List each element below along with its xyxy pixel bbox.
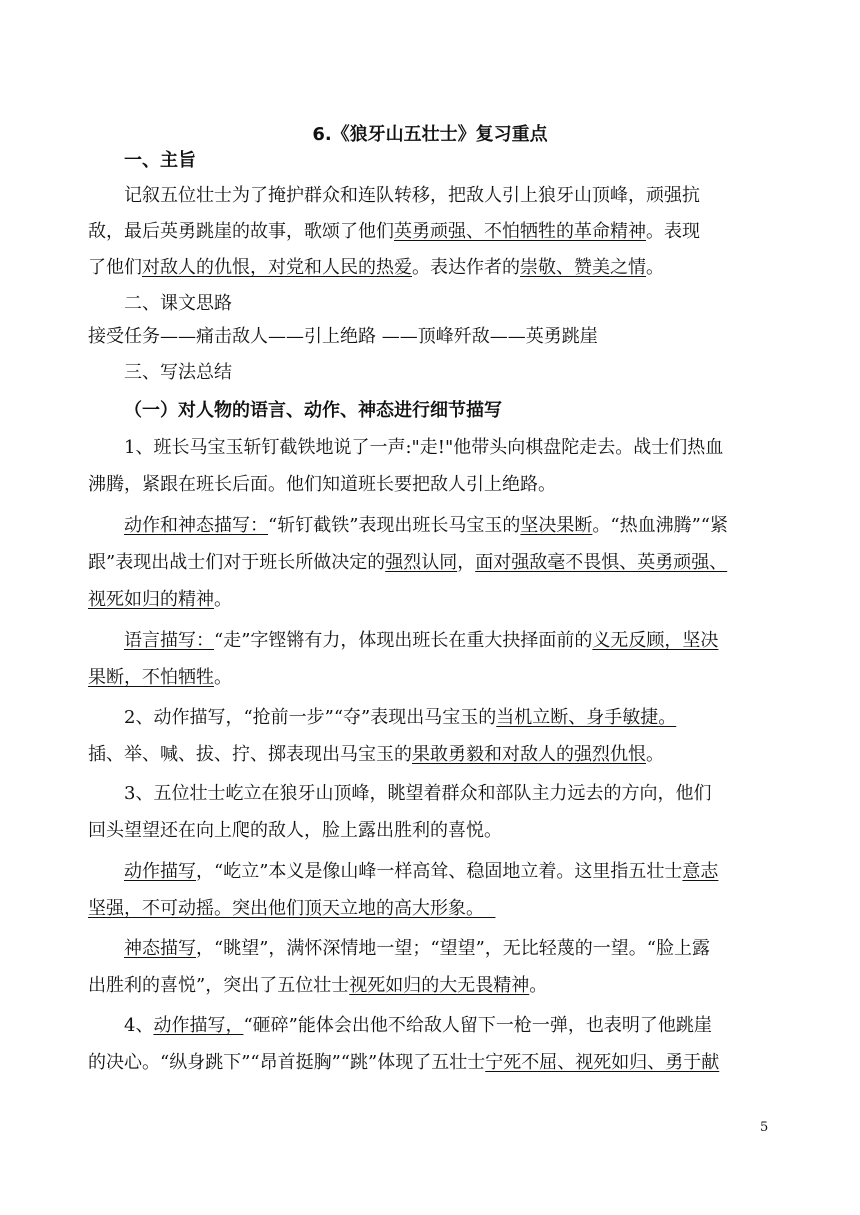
analysis-4-line-1 [124, 936, 778, 962]
text-run: 出胜利的喜悦”，突出了五位壮士 [88, 975, 350, 996]
quote-2-line-1 [124, 705, 778, 731]
subsection-heading-details: （一）对人物的语言、动作、神态进行细节描写 [124, 400, 502, 421]
underlined-text: 动作描写 [124, 861, 196, 882]
text-run: 了他们 [88, 257, 142, 278]
analysis-4-line-2 [88, 973, 778, 999]
page-number: 5 [760, 1120, 769, 1135]
underlined-text: 坚强，不可动摇。突出他们顶天立地的高大形象。 [88, 898, 496, 919]
underlined-text: 英勇顽强、不怕牺牲的革命精神 [394, 221, 646, 242]
section-heading-writing: 三、写法总结 [124, 362, 232, 383]
text-run: 插、举、喊、拔、拧、掷表现出马宝玉的 [88, 744, 412, 765]
underlined-text: 果断，不怕牺牲 [88, 667, 214, 688]
text-run: 4、 [124, 1015, 154, 1036]
text-run: ，“眺望”，满怀深情地一望；“望望”，无比轻蔑的一望。“脸上露 [196, 938, 711, 959]
underlined-text: 坚决果断 [520, 515, 593, 536]
analysis-2-line-1 [124, 628, 778, 654]
underlined-text: 面对强敌毫不畏惧、英勇顽强、 [475, 552, 728, 573]
quote-3-line-2: 回头望望还在向上爬的敌人，脸上露出胜利的喜悦。 [88, 820, 502, 841]
theme-line-1: 记叙五位壮士为了掩护群众和连队转移，把敌人引上狼牙山顶峰，顽强抗 [124, 185, 700, 206]
underlined-text: 意志 [682, 861, 719, 882]
analysis-2-line-2 [88, 665, 778, 691]
underlined-text: 动作描写， [153, 1015, 244, 1036]
underlined-text: 宁死不屈、视死如归、勇于献 [485, 1052, 720, 1073]
analysis-3-line-2 [88, 896, 778, 922]
text-run: “走”字铿锵有力，体现出班长在重大抉择面前的 [214, 630, 593, 651]
quote-1-line-1: 1、班长马宝玉斩钉截铁地说了一声:"走!"他带头向棋盘陀走去。战士们热血 [124, 437, 724, 458]
text-run: 。 [214, 667, 232, 688]
underlined-text: 崇敬、赞美之情 [520, 257, 646, 278]
underlined-text: 对敌人的仇恨，对党和人民的热爱 [142, 257, 412, 278]
text-run: ，“屹立”本义是像山峰一样高耸、稳固地立着。这里指五壮士 [196, 861, 683, 882]
underlined-text: 语言描写： [124, 630, 214, 651]
text-run: 的决心。“纵身跳下”“昂首挺胸”“跳”体现了五壮士 [88, 1052, 486, 1073]
underlined-text: 果敢勇毅和对敌人的强烈仇恨 [412, 744, 646, 765]
underlined-text: 义无反顾，坚决 [592, 630, 719, 651]
text-run: 。表达作者的 [412, 257, 520, 278]
text-run: 跟”表现出战士们对于班长所做决定的 [88, 552, 386, 573]
text-run: “斩钉截铁”表现出班长马宝玉的 [268, 515, 521, 536]
analysis-1-line-1 [124, 513, 778, 539]
quote-1-line-2: 沸腾，紧跟在班长后面。他们知道班长要把敌人引上绝路。 [88, 474, 556, 495]
underlined-text: 动作和神态描写： [124, 515, 268, 536]
section-heading-theme: 一、主旨 [124, 150, 196, 171]
underlined-text: 神态描写 [124, 938, 196, 959]
text-run: “砸碎”能体会出他不给敌人留下一枪一弹，也表明了他跳崖 [243, 1015, 712, 1036]
outline-text: 接受任务——痛击敌人——引上绝路 ——顶峰歼敌——英勇跳崖 [88, 326, 598, 347]
page-title: 6.《狼牙山五壮士》复习重点 [312, 124, 548, 145]
underlined-text: 当机立断、身手敏捷。 [496, 707, 677, 728]
text-run: 敌，最后英勇跳崖的故事，歌颂了他们 [88, 221, 394, 242]
underlined-text: 强烈认同 [385, 552, 458, 573]
text-run: 。 [214, 589, 232, 610]
quote-3-line-1: 3、五位壮士屹立在狼牙山顶峰，眺望着群众和部队主力远去的方向，他们 [124, 783, 712, 804]
text-run: 。 [646, 744, 664, 765]
underlined-text: 视死如归的精神 [88, 589, 214, 610]
theme-line-2 [88, 219, 778, 245]
text-run: 。“热血沸腾”“紧 [592, 515, 729, 536]
quote-2-line-2 [88, 742, 778, 768]
text-run: 。 [529, 975, 548, 996]
text-run: ， [457, 552, 476, 573]
underlined-text: 视死如归的大无畏精神 [349, 975, 530, 996]
theme-line-3 [88, 255, 778, 281]
analysis-1-line-3 [88, 587, 778, 613]
quote-4-line-1 [124, 1013, 778, 1039]
text-run: 。表现 [646, 221, 700, 242]
analysis-1-line-2 [88, 550, 778, 576]
text-run: 。 [646, 257, 664, 278]
section-heading-outline: 二、课文思路 [124, 293, 232, 314]
quote-4-line-2 [88, 1050, 778, 1076]
text-run: 2、动作描写，“抢前一步”“夺”表现出马宝玉的 [124, 707, 497, 728]
analysis-3-line-1 [124, 859, 778, 885]
